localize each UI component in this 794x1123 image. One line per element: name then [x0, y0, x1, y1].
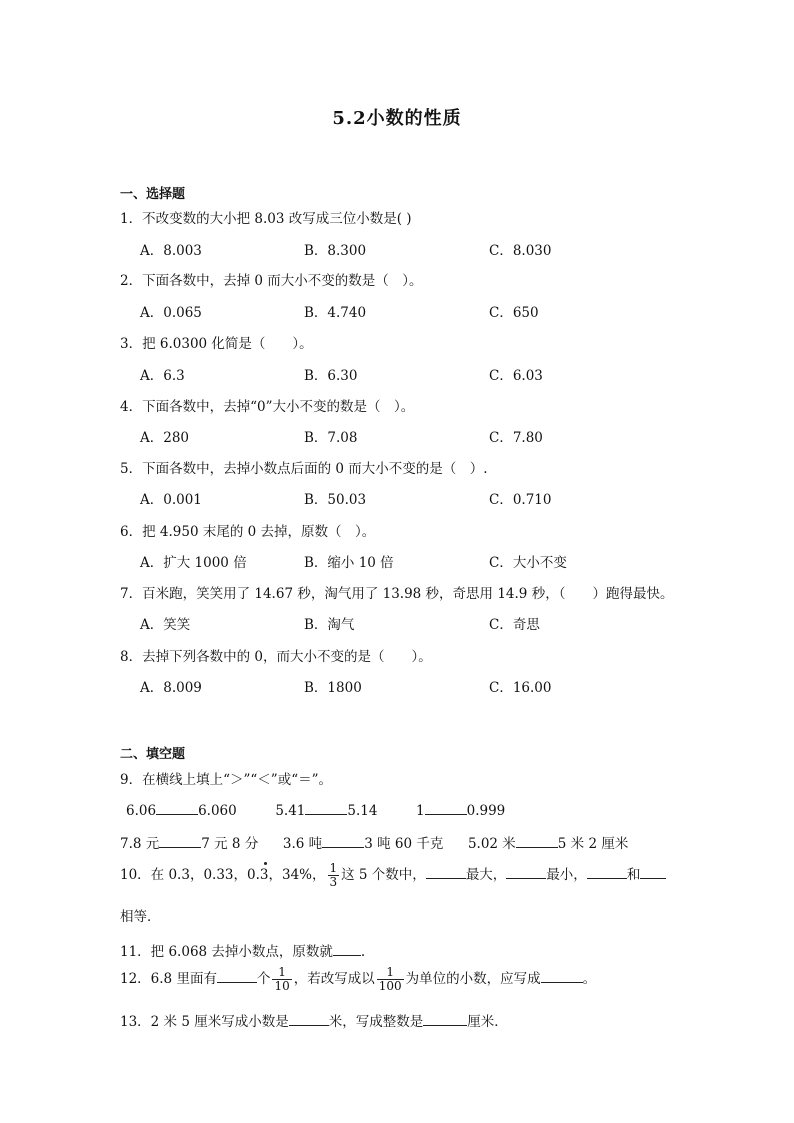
question-11-text: .	[360, 944, 366, 960]
question-2-option-b: B．4.740	[304, 305, 367, 321]
compare-right: 6.060	[198, 803, 237, 819]
question-2-option-a: A．0.065	[140, 305, 202, 321]
answer-blank[interactable]	[426, 864, 466, 879]
question-10-text: 10．在 0.3，0.33，	[120, 867, 247, 883]
answer-blank[interactable]	[541, 968, 583, 983]
answer-blank[interactable]	[159, 833, 201, 848]
question-2-option-c: C．650	[489, 305, 539, 321]
fraction-denominator: 100	[378, 979, 402, 993]
fraction-one-third	[328, 862, 340, 889]
question-10-text: 和	[626, 867, 641, 883]
question-8-option-a: A．8.009	[140, 680, 202, 696]
fraction-denominator: 3	[329, 875, 338, 889]
fraction-one-hundredth	[377, 966, 404, 993]
compare-left: 3.6 吨	[282, 836, 323, 852]
question-12-text: 。	[582, 971, 597, 987]
question-7-stem: 7．百米跑，笑笑用了 14.67 秒，淘气用了 13.98 秒，奇思用 14.9 秒，（ ）跑得最快。	[120, 586, 674, 602]
question-5-option-a: A．0.001	[140, 492, 202, 508]
answer-blank[interactable]	[333, 941, 361, 956]
answer-blank[interactable]	[305, 800, 347, 815]
answer-blank[interactable]	[423, 1011, 467, 1026]
question-10-text: 最小，	[546, 867, 587, 883]
answer-blank[interactable]	[506, 864, 546, 879]
question-3-option-a: A．6.3	[140, 368, 185, 384]
question-8-option-c: C．16.00	[489, 680, 552, 696]
question-8-option-b: B．1800	[304, 680, 362, 696]
question-6-option-c: C．大小不变	[489, 555, 567, 571]
compare-left: 1	[416, 803, 425, 819]
page-title: 5.2小数的性质	[332, 108, 462, 129]
question-9-row-1	[126, 800, 505, 819]
question-7-option-c: C．奇思	[489, 617, 540, 633]
fraction-denominator: 10	[274, 979, 290, 993]
compare-left: 7.8 元	[120, 836, 160, 852]
fraction-one-tenth	[272, 966, 291, 993]
compare-right: 3 吨 60 千克	[364, 836, 444, 852]
answer-blank[interactable]	[516, 833, 558, 848]
question-12-text: 为单位的小数，应写成	[405, 971, 541, 987]
question-7-option-b: B．淘气	[304, 617, 355, 633]
question-7-option-a: A．笑笑	[140, 617, 191, 633]
question-4-option-c: C．7.80	[489, 430, 543, 446]
question-12-text: ，若改写成以	[293, 971, 375, 987]
answer-blank[interactable]	[425, 800, 467, 815]
question-1-option-c: C．8.030	[489, 243, 552, 259]
question-11-text: 11．把 6.068 去掉小数点，原数就	[120, 944, 333, 960]
section-heading-fill: 二、填空题	[120, 747, 186, 762]
question-10-text: 这 5 个数中，	[341, 867, 426, 883]
question-1-option-b: B．8.300	[304, 243, 367, 259]
question-10-stem	[120, 862, 666, 889]
answer-blank[interactable]	[289, 1011, 329, 1026]
repeat-dot	[264, 862, 267, 865]
answer-blank[interactable]	[322, 833, 364, 848]
compare-right: 5 米 2 厘米	[557, 836, 629, 852]
fraction-numerator: 1	[329, 861, 338, 875]
question-4-stem: 4．下面各数中，去掉“0”大小不变的数是（ ）。	[120, 399, 415, 415]
question-3-option-c: C．6.03	[489, 368, 543, 384]
compare-left: 5.41	[275, 803, 306, 819]
repeating-decimal-value: 0.3	[247, 867, 269, 883]
question-13-stem	[120, 1010, 508, 1030]
question-13-text: 厘米．	[467, 1014, 508, 1030]
answer-blank[interactable]	[217, 968, 257, 983]
question-6-option-a: A．扩大 1000 倍	[140, 555, 247, 571]
question-2-stem: 2．下面各数中，去掉 0 而大小不变的数是（ ）。	[120, 273, 423, 289]
question-12-text: 12．6.8 里面有	[120, 971, 217, 987]
question-11-stem	[120, 940, 365, 960]
question-10-text: 最大，	[465, 867, 507, 883]
question-10-text: ，34%，	[268, 867, 326, 883]
question-4-option-a: A．280	[140, 430, 190, 446]
compare-left: 5.02 米	[467, 836, 516, 852]
question-6-stem: 6．把 4.950 末尾的 0 去掉，原数（ ）。	[120, 524, 376, 540]
question-9-stem: 9．在横线上填上“＞”“＜”或“＝”。	[120, 772, 332, 788]
compare-left: 6.06	[126, 803, 157, 819]
fraction-numerator: 1	[272, 966, 291, 980]
compare-right: 0.999	[466, 803, 506, 819]
question-6-option-b: B．缩小 10 倍	[304, 555, 394, 571]
question-13-text: 13．2 米 5 厘米写成小数是	[120, 1014, 289, 1030]
question-3-option-b: B．6.30	[304, 368, 358, 384]
section-heading-choice: 一、选择题	[120, 187, 186, 202]
fraction-numerator: 1	[377, 966, 404, 980]
question-12-text: 个	[256, 971, 271, 987]
repeating-decimal	[247, 867, 268, 883]
answer-blank[interactable]	[640, 864, 666, 879]
question-12-stem	[120, 966, 596, 993]
question-9-row-2	[120, 832, 628, 852]
question-1-stem: 1．不改变数的大小把 8.03 改写成三位小数是( )	[120, 211, 412, 227]
question-3-stem: 3．把 6.0300 化简是（ ）。	[120, 336, 313, 352]
answer-blank[interactable]	[587, 864, 627, 879]
compare-right: 5.14	[347, 803, 378, 819]
answer-blank[interactable]	[156, 800, 198, 815]
question-5-option-b: B．50.03	[304, 492, 367, 508]
question-5-option-c: C．0.710	[489, 492, 552, 508]
question-4-option-b: B．7.08	[304, 430, 358, 446]
question-10-continuation: 相等．	[120, 909, 161, 925]
question-13-text: 米，写成整数是	[328, 1014, 424, 1030]
question-5-stem: 5．下面各数中，去掉小数点后面的 0 而大小不变的是（ ）.	[120, 461, 488, 477]
compare-right: 7 元 8 分	[201, 836, 259, 852]
question-1-option-a: A．8.003	[140, 243, 202, 259]
question-8-stem: 8．去掉下列各数中的 0，而大小不变的是（ ）。	[120, 649, 432, 665]
